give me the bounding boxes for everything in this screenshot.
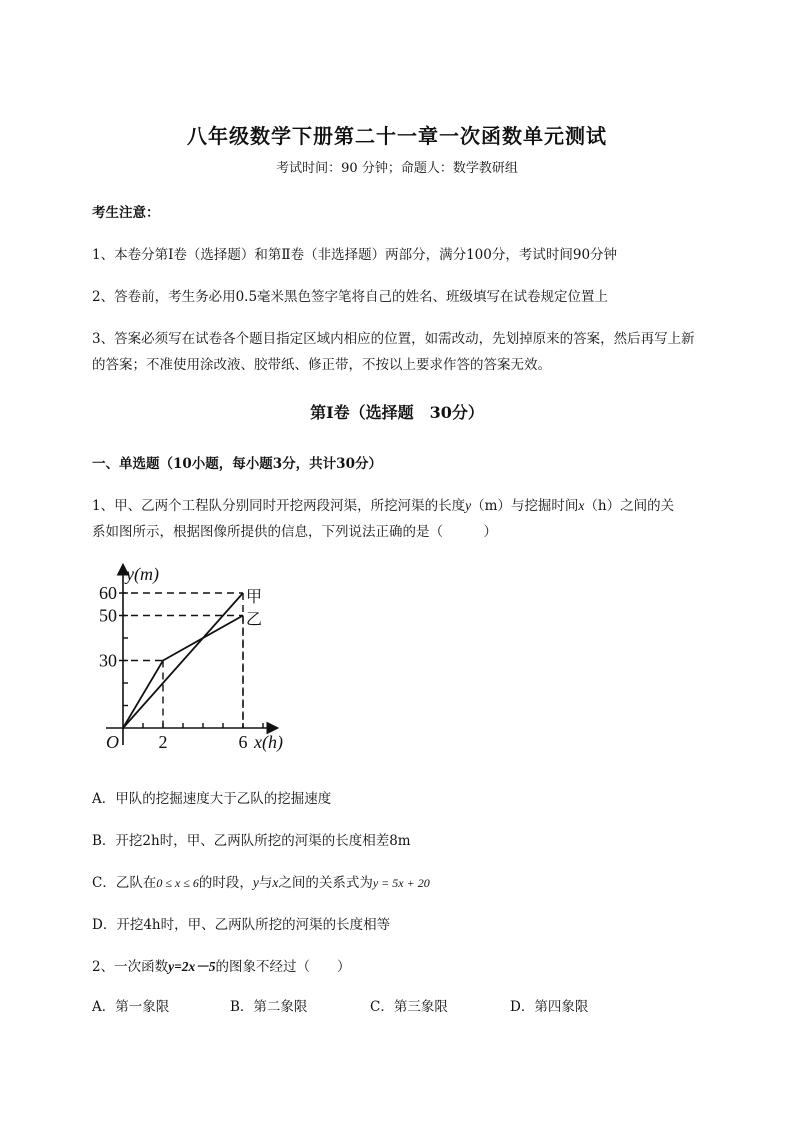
y-tick-label: 50	[99, 605, 117, 626]
exam-info: 考试时间：90 分钟；命题人：数学教研组	[276, 161, 518, 176]
q2-options	[92, 995, 588, 1015]
q1-var-x: x	[578, 498, 585, 513]
q1-option-c-prefix: C．乙队在	[92, 875, 157, 891]
q1-option-c-mid1: 的时段，	[198, 875, 253, 891]
q2-prefix: 2、一次函数	[92, 959, 169, 975]
q2-option-b[interactable]: B．第二象限	[230, 999, 308, 1015]
y-axis-label: y(m)	[126, 564, 159, 584]
q1-option-c-range: 0 ≤ x ≤ 6	[156, 876, 199, 890]
series-label: 甲	[246, 589, 263, 606]
series-label: 乙	[246, 611, 263, 629]
q1-option-c-var-y: y	[252, 875, 259, 890]
q1-option-a[interactable]: A．甲队的挖掘速度大于乙队的挖掘速度	[92, 791, 332, 807]
q2-formula: y=2x－5	[168, 959, 216, 974]
series-line-1	[123, 616, 243, 729]
q1-var-y: y	[465, 498, 472, 513]
part-heading: 一、单选题（10小题，每小题3分，共计30分）	[92, 456, 382, 472]
section-title: 第I卷（选择题 30分）	[310, 403, 484, 422]
q1-text-b: （m）与挖掘时间	[471, 498, 579, 514]
x-tick-label: 6	[238, 732, 248, 752]
question-2-stem	[92, 955, 351, 975]
q2-suffix: 的图象不经过（ ）	[215, 959, 351, 975]
q1-text-a: 1、甲、乙两个工程队分别同时开挖两段河渠，所挖河渠的长度	[92, 498, 466, 514]
page-title: 八年级数学下册第二十一章一次函数单元测试	[187, 124, 607, 148]
q1-option-c[interactable]	[92, 871, 430, 891]
q1-graph	[96, 560, 306, 760]
x-tick-label: 2	[158, 732, 168, 752]
q1-option-b[interactable]: B．开挖2h时，甲、乙两队所挖的河渠的长度相差8m	[92, 833, 411, 849]
notice-item-3-cont: 的答案；不准使用涂改液、胶带纸、修正带，不按以上要求作答的答案无效。	[92, 357, 551, 373]
y-tick-label: 60	[99, 583, 117, 603]
q1-option-c-mid3: 之间的关系式为	[278, 875, 373, 891]
notice-item-1: 1、本卷分第I卷（选择题）和第Ⅱ卷（非选择题）两部分，满分100分，考试时间90分钟	[92, 247, 618, 263]
q1-text-c: （h）之间的关	[584, 498, 675, 514]
q1-option-d[interactable]: D．开挖4h时，甲、乙两队所挖的河渠的长度相等	[92, 917, 391, 933]
y-tick-label: 30	[99, 650, 117, 671]
question-1-stem	[92, 494, 674, 514]
origin-label: O	[106, 732, 119, 752]
q1-option-c-formula: y = 5x + 20	[372, 876, 430, 890]
notice-item-2: 2、答卷前，考生务必用0.5毫米黑色签字笔将自己的姓名、班级填写在试卷规定位置上	[92, 289, 609, 305]
series-line-0	[123, 593, 243, 728]
q1-option-c-mid2: 与	[258, 875, 273, 891]
question-1-stem-cont: 系如图所示，根据图像所提供的信息，下列说法正确的是（ ）	[92, 524, 497, 540]
x-axis-label: x(h)	[254, 732, 283, 752]
q1-option-c-var-x: x	[272, 875, 279, 890]
notice-item-3: 3、答案必须写在试卷各个题目指定区域内相应的位置，如需改动，先划掉原来的答案，然后再写上新	[92, 331, 695, 347]
q2-option-c[interactable]: C．第三象限	[370, 999, 448, 1015]
q2-option-d[interactable]: D．第四象限	[510, 999, 589, 1015]
notice-heading: 考生注意：	[92, 205, 160, 221]
q2-option-a[interactable]: A．第一象限	[92, 999, 170, 1015]
